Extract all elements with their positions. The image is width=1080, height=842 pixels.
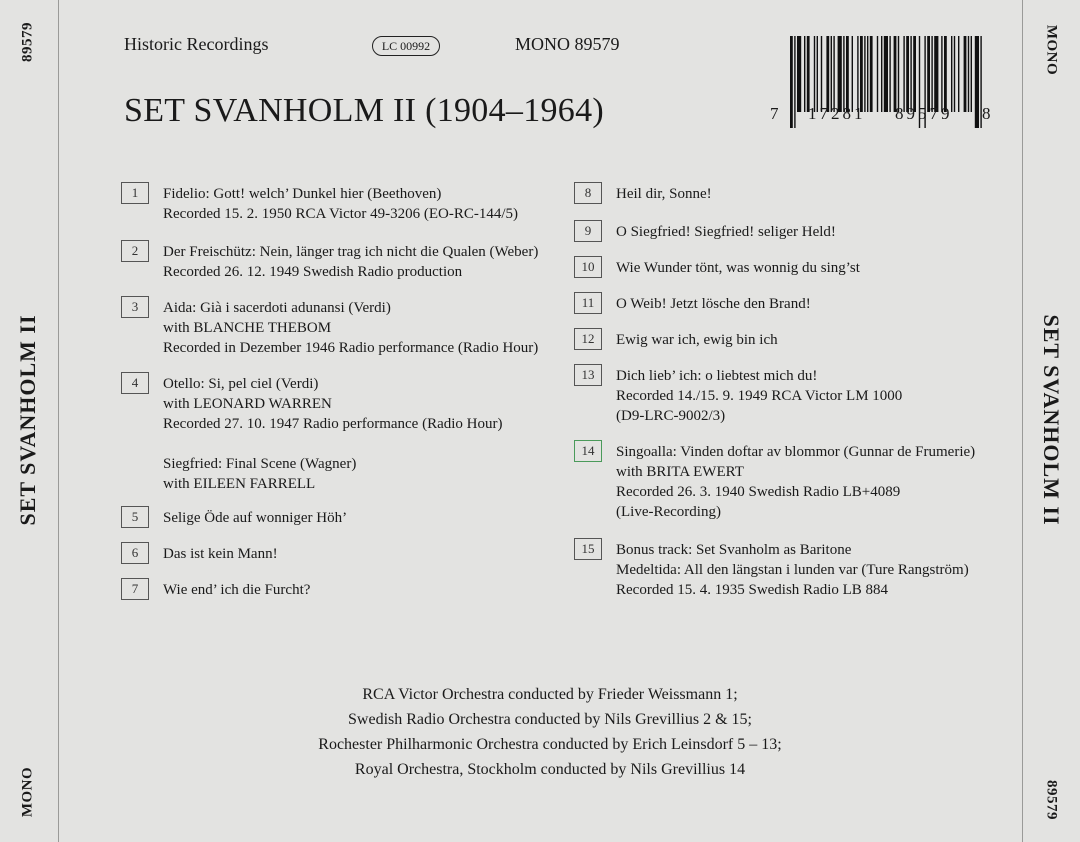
barcode-bar xyxy=(894,36,897,112)
track-detail: Recorded 26. 3. 1940 Swedish Radio LB+4089 xyxy=(616,484,901,500)
credit-line: Swedish Radio Orchestra conducted by Nils Grevillius 2 & 15; xyxy=(348,711,752,728)
track-info xyxy=(616,222,836,242)
orchestra-credits xyxy=(250,682,850,782)
track-info xyxy=(616,184,712,204)
barcode-bar xyxy=(790,36,793,128)
barcode-bar xyxy=(867,36,868,112)
barcode-bar xyxy=(804,36,805,112)
track-detail: Medeltida: All den längstan i lunden var (Ture Rangström) xyxy=(616,562,969,578)
barcode-bar xyxy=(958,36,959,112)
barcode-bar xyxy=(931,36,932,112)
right-spine-line xyxy=(1022,0,1023,842)
barcode-bar xyxy=(814,36,815,112)
barcode-bar xyxy=(910,36,911,112)
track-info xyxy=(616,540,969,600)
track-detail: Recorded 14./15. 9. 1949 RCA Victor LM 1000 xyxy=(616,388,903,404)
barcode-bar xyxy=(852,36,853,112)
track-detail: Recorded 27. 10. 1947 Radio performance (Radio Hour) xyxy=(163,416,503,432)
track-detail: Recorded 15. 4. 1935 Swedish Radio LB 884 xyxy=(616,582,889,598)
work-soloist: with EILEEN FARRELL xyxy=(163,476,316,492)
track-number: 14 xyxy=(574,440,602,462)
track-title: Selige Öde auf wonniger Höh’ xyxy=(163,510,348,526)
track-detail: with LEONARD WARREN xyxy=(163,396,332,412)
barcode-bar xyxy=(846,36,849,112)
track-title: Ewig war ich, ewig bin ich xyxy=(616,332,778,348)
track-detail: Recorded in Dezember 1946 Radio performance (Radio Hour) xyxy=(163,340,539,356)
barcode-digit-last: 8 xyxy=(982,104,991,123)
left-spine-title: SET SVANHOLM II xyxy=(15,314,40,526)
track-title: Aida: Già i sacerdoti adunansi (Verdi) xyxy=(163,300,391,316)
work-title: Siegfried: Final Scene (Wagner) xyxy=(163,456,357,472)
track-info xyxy=(163,184,518,224)
barcode-group-right: 89579 xyxy=(895,104,953,123)
barcode-bar xyxy=(838,36,842,112)
barcode-bar xyxy=(954,36,955,112)
track-title: Der Freischütz: Nein, länger trag ich nicht die Qualen (Weber) xyxy=(163,244,539,260)
label-name: Historic Recordings xyxy=(124,34,269,54)
track-number: 11 xyxy=(574,292,602,314)
barcode-bar xyxy=(817,36,818,112)
track-number: 10 xyxy=(574,256,602,278)
barcode-bar xyxy=(833,36,834,112)
left-spine-line xyxy=(58,0,59,842)
right-spine-catalog: 89579 xyxy=(1043,780,1060,820)
track-title: O Siegfried! Siegfried! seliger Held! xyxy=(616,224,836,240)
track-title: Otello: Si, pel ciel (Verdi) xyxy=(163,376,319,392)
track-title: O Weib! Jetzt lösche den Brand! xyxy=(616,296,811,312)
track-title: Fidelio: Gott! welch’ Dunkel hier (Beethoven) xyxy=(163,186,442,202)
track-detail: with BRITA EWERT xyxy=(616,464,744,480)
track-info xyxy=(163,242,538,282)
catalog-number: MONO 89579 xyxy=(515,34,620,54)
track-info xyxy=(616,258,860,278)
barcode-bar xyxy=(881,36,882,112)
track-number: 1 xyxy=(121,182,149,204)
barcode-bar xyxy=(860,36,863,112)
barcode-bar xyxy=(941,36,942,112)
track-detail: Recorded 15. 2. 1950 RCA Victor 49-3206 (EO-RC-144/5) xyxy=(163,206,519,222)
barcode-bar xyxy=(913,36,916,112)
barcode-bar xyxy=(877,36,878,112)
barcode-bar xyxy=(906,36,909,112)
credit-line: Royal Orchestra, Stockholm conducted by Nils Grevillius 14 xyxy=(354,761,746,778)
barcode-bar xyxy=(864,36,865,112)
track-info xyxy=(163,298,538,358)
track-info xyxy=(163,544,278,564)
barcode-group-left: 17281 xyxy=(808,104,866,123)
track-number: 4 xyxy=(121,372,149,394)
track-info xyxy=(616,330,778,350)
track-number: 2 xyxy=(121,240,149,262)
barcode-bar xyxy=(927,36,930,112)
barcode-bar xyxy=(975,36,979,128)
track-number: 13 xyxy=(574,364,602,386)
track-number: 7 xyxy=(121,578,149,600)
barcode-bar xyxy=(934,36,938,112)
track-info xyxy=(616,366,902,426)
credit-line: RCA Victor Orchestra conducted by Frieder Weissmann 1; xyxy=(362,686,738,703)
barcode-bar xyxy=(903,36,904,112)
barcode-bar xyxy=(857,36,858,112)
barcode-bar xyxy=(843,36,844,112)
barcode-bar xyxy=(870,36,873,112)
track-info xyxy=(616,442,975,522)
barcode-bar xyxy=(964,36,967,112)
right-spine-mono: MONO xyxy=(1043,24,1060,76)
track-number: 12 xyxy=(574,328,602,350)
track-detail: (D9-LRC-9002/3) xyxy=(616,408,726,424)
barcode-bar xyxy=(794,36,795,128)
barcode-bar xyxy=(944,36,947,112)
track-number: 5 xyxy=(121,506,149,528)
barcode-bar xyxy=(884,36,888,112)
barcode-bar xyxy=(951,36,952,112)
lc-code-badge: LC 00992 xyxy=(372,36,440,56)
track-number: 9 xyxy=(574,220,602,242)
track-number: 15 xyxy=(574,538,602,560)
track-info xyxy=(163,454,356,494)
track-title: Dich lieb’ ich: o liebtest mich du! xyxy=(616,368,818,384)
left-spine-catalog: 89579 xyxy=(19,22,36,62)
track-detail: Recorded 26. 12. 1949 Swedish Radio production xyxy=(163,264,463,280)
track-title: Wie Wunder tönt, was wonnig du sing’st xyxy=(616,260,860,276)
barcode-bar xyxy=(831,36,832,112)
track-info xyxy=(163,580,310,600)
barcode-bar xyxy=(889,36,890,112)
track-number: 8 xyxy=(574,182,602,204)
track-title: Bonus track: Set Svanholm as Baritone xyxy=(616,542,852,558)
track-title: Singoalla: Vinden doftar av blommor (Gunnar de Frumerie) xyxy=(616,444,976,460)
barcode-bar xyxy=(898,36,899,112)
barcode-bar xyxy=(826,36,829,112)
barcode-bar xyxy=(971,36,972,112)
track-info xyxy=(163,508,347,528)
album-title: SET SVANHOLM II (1904–1964) xyxy=(124,92,605,129)
track-title: Das ist kein Mann! xyxy=(163,546,278,562)
credit-line: Rochester Philharmonic Orchestra conducted by Erich Leinsdorf 5 – 13; xyxy=(318,736,782,753)
track-number: 3 xyxy=(121,296,149,318)
track-detail: (Live-Recording) xyxy=(616,504,721,520)
track-detail: with BLANCHE THEBOM xyxy=(163,320,332,336)
track-number: 6 xyxy=(121,542,149,564)
barcode-digit-first: 7 xyxy=(770,104,779,123)
track-title: Wie end’ ich die Furcht? xyxy=(163,582,311,598)
track-info xyxy=(616,294,811,314)
right-spine-title: SET SVANHOLM II xyxy=(1039,314,1064,526)
barcode-bar xyxy=(968,36,969,112)
barcode-bar xyxy=(821,36,822,112)
track-info xyxy=(163,374,503,434)
barcode-bar xyxy=(807,36,810,112)
left-spine-mono: MONO xyxy=(19,766,36,818)
barcode-bar xyxy=(797,36,801,112)
track-title: Heil dir, Sonne! xyxy=(616,186,712,202)
